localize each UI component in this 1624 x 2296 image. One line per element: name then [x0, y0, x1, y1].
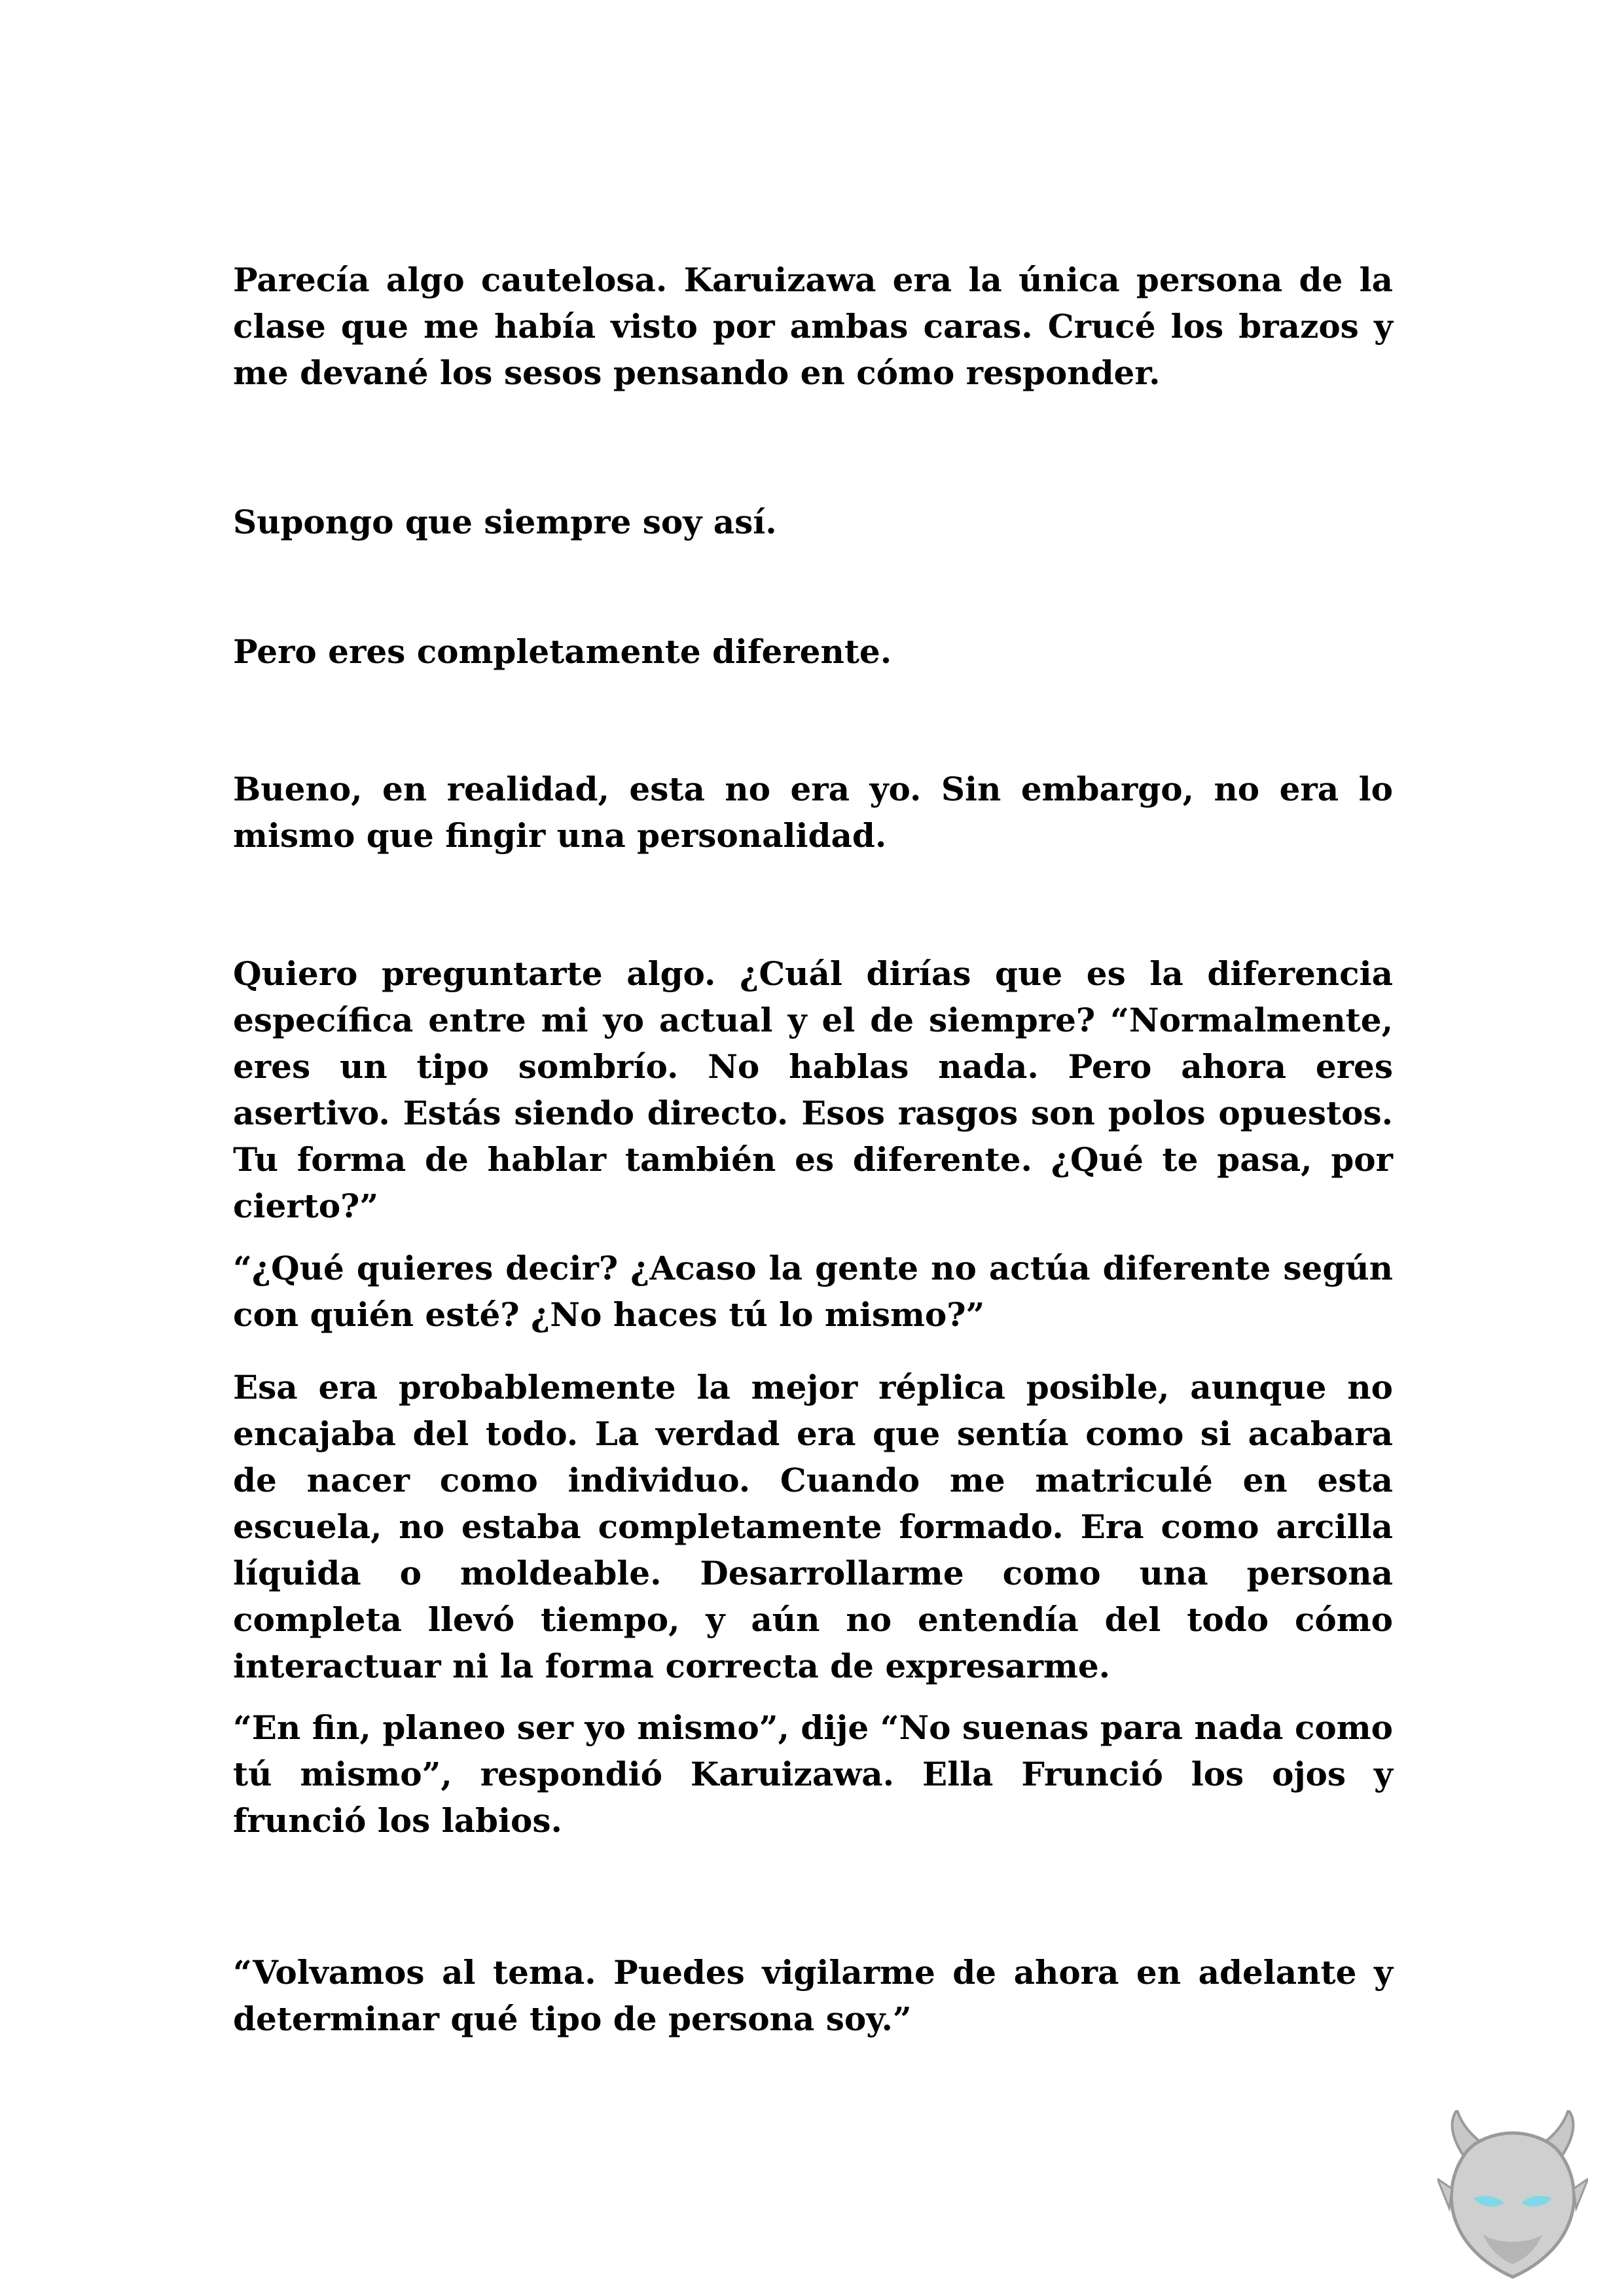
demon-head-logo-icon: [1437, 2110, 1588, 2280]
paragraph-5: Quiero preguntarte algo. ¿Cuál dirías que es la diferencia específica entre mi yo actual y el de siempre? “Normalmente, eres un tipo sombrío. No hablas nada. Pero ahora eres asertivo. Estás siendo directo. Esos rasgos son polos opuestos. Tu forma de hablar también es diferente. ¿Qué te pasa, por cierto?”: [233, 954, 1393, 1225]
paragraph-6: “¿Qué quieres decir? ¿Acaso la gente no actúa diferente según con quién esté? ¿No haces tú lo mismo?”: [233, 1249, 1393, 1334]
paragraph-9: “Volvamos al tema. Puedes vigilarme de ahora en adelante y determinar qué tipo de persona soy.”: [233, 1953, 1393, 2038]
paragraph-2: Supongo que siempre soy así.: [233, 503, 777, 541]
paragraph-8: “En fin, planeo ser yo mismo”, dije “No suenas para nada como tú mismo”, respondió Karuizawa. Ella Frunció los ojos y frunció los labios.: [233, 1708, 1393, 1840]
paragraph-4: Bueno, en realidad, esta no era yo. Sin embargo, no era lo mismo que fingir una personalidad.: [233, 770, 1393, 855]
paragraph-7: Esa era probablemente la mejor réplica posible, aunque no encajaba del todo. La verdad era que sentía como si acabara de nacer como individuo. Cuando me matriculé en esta escuela, no estaba completamente formado. Era como arcilla líquida o moldeable. Desarrollarme como una persona completa llevó tiempo, y aún no entendía del todo cómo interactuar ni la forma correcta de expresarme.: [233, 1368, 1393, 1685]
paragraph-1: Parecía algo cautelosa. Karuizawa era la única persona de la clase que me había visto por ambas caras. Crucé los brazos y me devané los sesos pensando en cómo responder.: [233, 260, 1393, 392]
paragraph-3: Pero eres completamente diferente.: [233, 632, 892, 671]
